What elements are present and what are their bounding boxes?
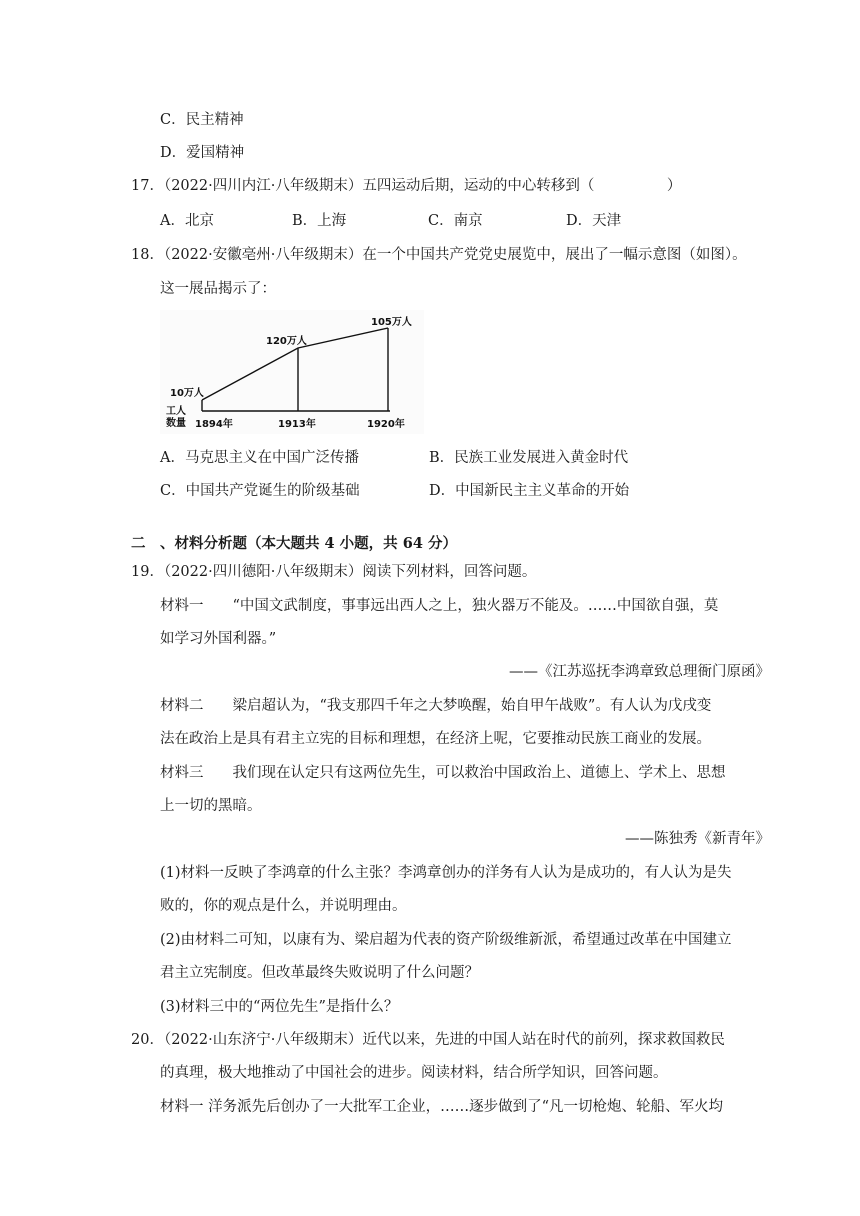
q19-sub1-line1: (1)材料一反映了李鸿章的什么主张？李鸿章创办的洋务有人认为是成功的，有人认为是失 [160,865,732,881]
q19-sub2-line1: (2)由材料二可知，以康有为、梁启超为代表的资产阶级维新派，希望通过改革在中国建立 [160,932,732,948]
q19-sub3: (3)材料三中的“两位先生”是指什么？ [160,999,399,1015]
q20-material1-line1: 材料一 洋务派先后创办了一大批军工企业，……逐步做到了“凡一切枪炮、轮船、军火均 [160,1099,724,1115]
q19-material1-line2: 如学习外国利器。” [160,631,277,647]
chart-point-label-1913: 120万人 [266,336,307,347]
q18-option-c: C．中国共产党诞生的阶级基础 [160,483,360,499]
q16-option-c: C．民主精神 [160,112,244,128]
q17-stem: 17．（2022·四川内江·八年级期末）五四运动后期，运动的中心转移到（ ） [131,178,682,194]
chart-tick-1894: 1894年 [195,419,233,430]
q17-option-b: B．上海 [292,213,347,229]
q17-option-c: C．南京 [428,213,483,229]
q16-option-d: D．爱国精神 [160,145,245,161]
chart-ylabel-line2: 数量 [166,418,186,429]
q19-material3-line1: 材料三 我们现在认定只有这两位先生，可以救治中国政治上、道德上、学术上、思想 [160,765,726,781]
q19-material1-source: ——《江苏巡抚李鸿章致总理衙门原函》 [509,664,770,680]
q19-material1-line1: 材料一 “中国文武制度，事事远出西人之上，独火器万不能及。……中国欲自强，莫 [160,598,719,614]
chart-tick-1913: 1913年 [278,419,316,430]
worker-count-chart [160,310,424,434]
chart-point-label-1894: 10万人 [170,388,204,399]
q17-option-d: D．天津 [566,213,622,229]
chart-point-label-1920: 105万人 [371,317,412,328]
chart-ylabel-line1: 工人 [166,406,186,417]
q18-option-a: A．马克思主义在中国广泛传播 [160,450,359,466]
q19-sub1-line2: 败的，你的观点是什么，并说明理由。 [160,898,407,914]
q19-material2-line2: 法在政治上是具有君主立宪的目标和理想，在经济上呢，它要推动民族工商业的发展。 [160,731,711,747]
q18-stem-line1: 18．（2022·安徽亳州·八年级期末）在一个中国共产党党史展览中，展出了一幅示意图（如图）。 [131,247,747,263]
q19-stem: 19．（2022·四川德阳·八年级期末）阅读下列材料，回答问题。 [131,564,537,580]
chart-tick-1920: 1920年 [367,419,405,430]
q18-option-b: B．民族工业发展进入黄金时代 [429,450,629,466]
q17-option-a: A．北京 [160,213,214,229]
q19-material2-line1: 材料二 梁启超认为，“我支那四千年之大梦唤醒，始自甲午战败”。有人认为戊戌变 [160,698,712,714]
q19-material3-source: ——陈独秀《新青年》 [625,831,770,847]
q18-stem-line2: 这一展品揭示了： [160,281,276,297]
q19-sub2-line2: 君主立宪制度。但改革最终失败说明了什么问题？ [160,965,479,981]
section-2-heading: 二 、材料分析题（本大题共 4 小题，共 64 分） [131,535,457,552]
q20-stem-line1: 20．（2022·山东济宁·八年级期末）近代以来，先进的中国人站在时代的前列，探求救国救民 [131,1032,725,1048]
q20-stem-line2: 的真理，极大地推动了中国社会的进步。阅读材料，结合所学知识，回答问题。 [160,1065,668,1081]
q19-material3-line2: 上一切的黑暗。 [160,798,262,814]
q18-option-d: D．中国新民主主义革命的开始 [429,483,630,499]
